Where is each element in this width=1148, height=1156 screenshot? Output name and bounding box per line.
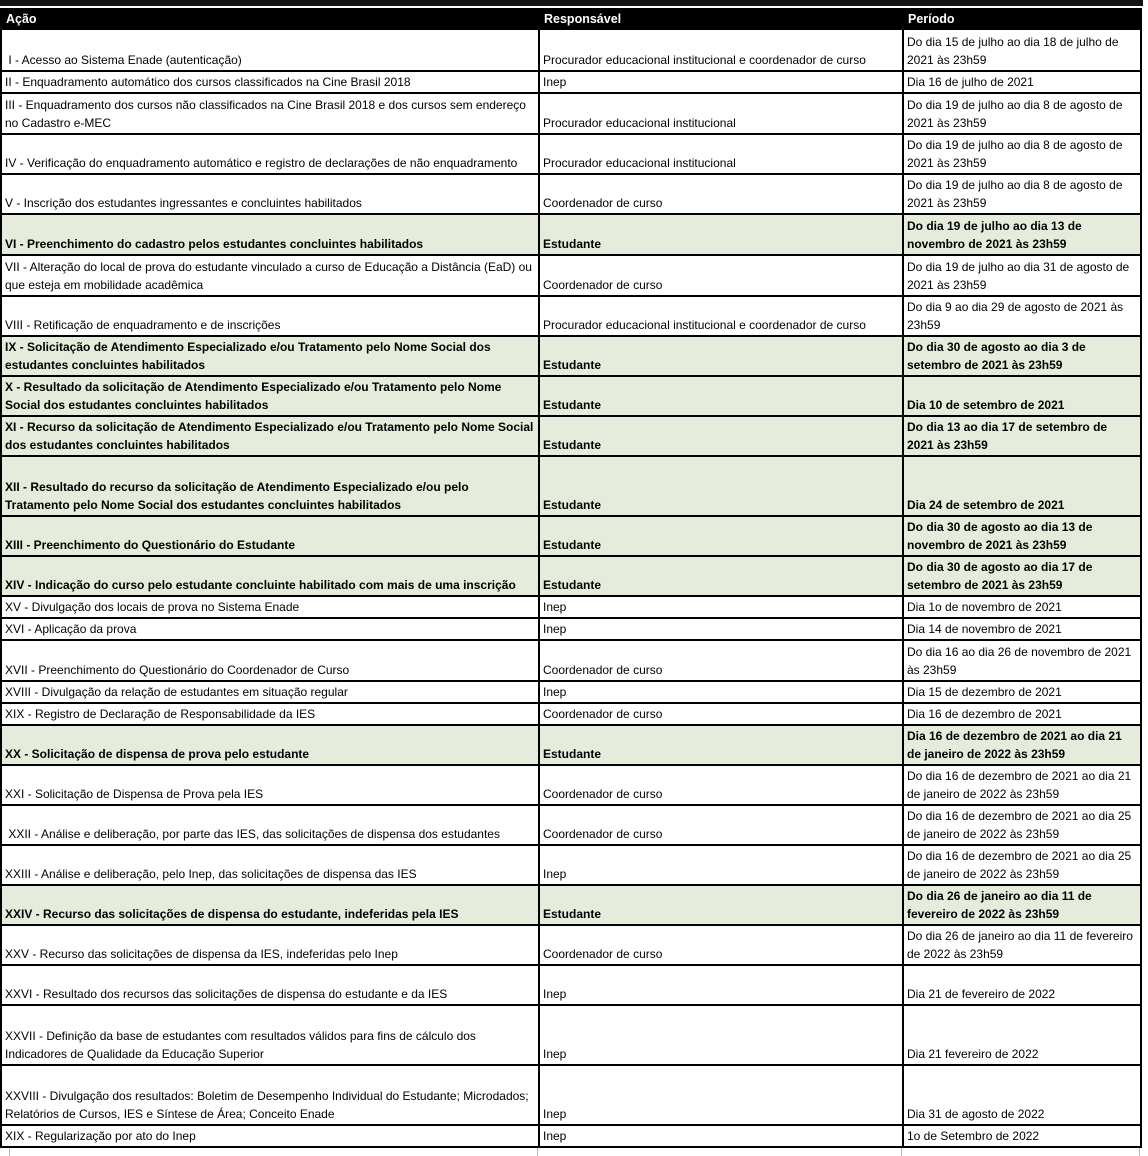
acao-cell: XI - Recurso da solicitação de Atendimento Especializado e/ou Tratamento pelo Nome Social dos estudantes concluintes habilitados bbox=[1, 416, 539, 456]
periodo-cell: Do dia 19 de julho ao dia 8 de agosto de 2021 às 23h59 bbox=[903, 174, 1141, 214]
enade-schedule-table bbox=[0, 8, 1142, 1148]
acao-cell: XXII - Análise e deliberação, por parte das IES, das solicitações de dispensa dos estudantes bbox=[1, 805, 539, 845]
responsavel-cell: Inep bbox=[539, 1005, 903, 1065]
responsavel-cell: Estudante bbox=[539, 416, 903, 456]
periodo-cell: Do dia 9 ao dia 29 de agosto de 2021 às 23h59 bbox=[903, 296, 1141, 336]
responsavel-cell: Estudante bbox=[539, 556, 903, 596]
acao-cell: XXVIII - Divulgação dos resultados: Boletim de Desempenho Individual do Estudante; Microdados; Relatórios de Cursos, IES e Síntese de Área; Conceito Enade bbox=[1, 1065, 539, 1125]
gridline bbox=[1139, 1148, 1140, 1156]
responsavel-cell: Inep bbox=[539, 618, 903, 640]
acao-cell: XVIII - Divulgação da relação de estudantes em situação regular bbox=[1, 681, 539, 703]
acao-cell: XIX - Registro de Declaração de Responsabilidade da IES bbox=[1, 703, 539, 725]
acao-cell: XXVII - Definição da base de estudantes com resultados válidos para fins de cálculo dos Indicadores de Qualidade da Educação Superior bbox=[1, 1005, 539, 1065]
acao-cell: IV - Verificação do enquadramento automático e registro de declarações de não enquadramento bbox=[1, 134, 539, 174]
acao-cell: XIV - Indicação do curso pelo estudante concluinte habilitado com mais de uma inscrição bbox=[1, 556, 539, 596]
table-row bbox=[1, 214, 1141, 255]
column-header-periodo: Período bbox=[903, 9, 1141, 29]
acao-cell: II - Enquadramento automático dos cursos classificados na Cine Brasil 2018 bbox=[1, 71, 539, 93]
responsavel-cell: Coordenador de curso bbox=[539, 640, 903, 681]
periodo-cell: Do dia 30 de agosto ao dia 17 de setembro de 2021 às 23h59 bbox=[903, 556, 1141, 596]
acao-cell: XXIII - Análise e deliberação, pelo Inep, das solicitações de dispensa das IES bbox=[1, 845, 539, 885]
periodo-cell: Dia 14 de novembro de 2021 bbox=[903, 618, 1141, 640]
responsavel-cell: Inep bbox=[539, 1125, 903, 1147]
gridline bbox=[9, 1148, 10, 1156]
acao-cell: V - Inscrição dos estudantes ingressantes e concluintes habilitados bbox=[1, 174, 539, 214]
table-body bbox=[1, 29, 1141, 1147]
responsavel-cell: Inep bbox=[539, 71, 903, 93]
responsavel-cell: Estudante bbox=[539, 336, 903, 376]
table-row bbox=[1, 174, 1141, 214]
header-row bbox=[1, 9, 1141, 29]
responsavel-cell: Coordenador de curso bbox=[539, 255, 903, 296]
acao-cell: XV - Divulgação dos locais de prova no Sistema Enade bbox=[1, 596, 539, 618]
acao-cell: VI - Preenchimento do cadastro pelos estudantes concluintes habilitados bbox=[1, 214, 539, 255]
table-row bbox=[1, 596, 1141, 618]
periodo-cell: Do dia 26 de janeiro ao dia 11 de fevereiro de 2022 às 23h59 bbox=[903, 925, 1141, 965]
acao-cell: XVII - Preenchimento do Questionário do Coordenador de Curso bbox=[1, 640, 539, 681]
table-row bbox=[1, 516, 1141, 556]
column-header-acao: Ação bbox=[1, 9, 539, 29]
table-row bbox=[1, 336, 1141, 376]
responsavel-cell: Coordenador de curso bbox=[539, 174, 903, 214]
gridline bbox=[901, 1148, 902, 1156]
periodo-cell: Do dia 30 de agosto ao dia 3 de setembro de 2021 às 23h59 bbox=[903, 336, 1141, 376]
table-row bbox=[1, 71, 1141, 93]
periodo-cell: Dia 16 de dezembro de 2021 bbox=[903, 703, 1141, 725]
acao-cell: XII - Resultado do recurso da solicitação de Atendimento Especializado e/ou pelo Tratamento pelo Nome Social dos estudantes concluintes habilitados bbox=[1, 456, 539, 516]
periodo-cell: Do dia 26 de janeiro ao dia 11 de fevereiro de 2022 às 23h59 bbox=[903, 885, 1141, 925]
acao-cell: XIII - Preenchimento do Questionário do Estudante bbox=[1, 516, 539, 556]
table-row bbox=[1, 376, 1141, 416]
periodo-cell: Dia 24 de setembro de 2021 bbox=[903, 456, 1141, 516]
responsavel-cell: Inep bbox=[539, 681, 903, 703]
periodo-cell: Dia 21 de fevereiro de 2022 bbox=[903, 965, 1141, 1005]
periodo-cell: Do dia 15 de julho ao dia 18 de julho de 2021 às 23h59 bbox=[903, 29, 1141, 71]
acao-cell: III - Enquadramento dos cursos não classificados na Cine Brasil 2018 e dos cursos sem endereço no Cadastro e-MEC bbox=[1, 93, 539, 134]
responsavel-cell: Inep bbox=[539, 596, 903, 618]
periodo-cell: Dia 15 de dezembro de 2021 bbox=[903, 681, 1141, 703]
responsavel-cell: Coordenador de curso bbox=[539, 765, 903, 805]
responsavel-cell: Inep bbox=[539, 845, 903, 885]
table-row bbox=[1, 416, 1141, 456]
periodo-cell: Do dia 16 ao dia 26 de novembro de 2021 às 23h59 bbox=[903, 640, 1141, 681]
responsavel-cell: Estudante bbox=[539, 516, 903, 556]
table-row bbox=[1, 805, 1141, 845]
acao-cell: VII - Alteração do local de prova do estudante vinculado a curso de Educação a Distância (EaD) ou que esteja em mobilidade acadêmica bbox=[1, 255, 539, 296]
periodo-cell: Do dia 16 de dezembro de 2021 ao dia 21 de janeiro de 2022 às 23h59 bbox=[903, 765, 1141, 805]
acao-cell: XXVI - Resultado dos recursos das solicitações de dispensa do estudante e da IES bbox=[1, 965, 539, 1005]
acao-cell: IX - Solicitação de Atendimento Especializado e/ou Tratamento pelo Nome Social dos estudantes concluintes habilitados bbox=[1, 336, 539, 376]
table-row bbox=[1, 556, 1141, 596]
gridline bbox=[537, 1148, 538, 1156]
table-row bbox=[1, 703, 1141, 725]
acao-cell: XIX - Regularização por ato do Inep bbox=[1, 1125, 539, 1147]
periodo-cell: Do dia 13 ao dia 17 de setembro de 2021 às 23h59 bbox=[903, 416, 1141, 456]
periodo-cell: Dia 1o de novembro de 2021 bbox=[903, 596, 1141, 618]
acao-cell: X - Resultado da solicitação de Atendimento Especializado e/ou Tratamento pelo Nome Social dos estudantes concluintes habilitados bbox=[1, 376, 539, 416]
periodo-cell: Do dia 30 de agosto ao dia 13 de novembro de 2021 às 23h59 bbox=[903, 516, 1141, 556]
periodo-cell: Do dia 16 de dezembro de 2021 ao dia 25 de janeiro de 2022 às 23h59 bbox=[903, 845, 1141, 885]
table-row bbox=[1, 134, 1141, 174]
responsavel-cell: Inep bbox=[539, 965, 903, 1005]
table-row bbox=[1, 845, 1141, 885]
responsavel-cell: Estudante bbox=[539, 376, 903, 416]
acao-cell: XX - Solicitação de dispensa de prova pelo estudante bbox=[1, 725, 539, 765]
acao-cell: XXI - Solicitação de Dispensa de Prova pela IES bbox=[1, 765, 539, 805]
acao-cell: XXIV - Recurso das solicitações de dispensa do estudante, indeferidas pela IES bbox=[1, 885, 539, 925]
responsavel-cell: Procurador educacional institucional bbox=[539, 93, 903, 134]
table-row bbox=[1, 965, 1141, 1005]
table-row bbox=[1, 885, 1141, 925]
responsavel-cell: Procurador educacional institucional e coordenador de curso bbox=[539, 296, 903, 336]
responsavel-cell: Procurador educacional institucional bbox=[539, 134, 903, 174]
top-edge-strip bbox=[0, 0, 1143, 6]
table-row bbox=[1, 296, 1141, 336]
responsavel-cell: Estudante bbox=[539, 456, 903, 516]
responsavel-cell: Coordenador de curso bbox=[539, 805, 903, 845]
responsavel-cell: Coordenador de curso bbox=[539, 703, 903, 725]
acao-cell: I - Acesso ao Sistema Enade (autenticação) bbox=[1, 29, 539, 71]
periodo-cell: Do dia 19 de julho ao dia 8 de agosto de 2021 às 23h59 bbox=[903, 134, 1141, 174]
periodo-cell: Do dia 19 de julho ao dia 8 de agosto de 2021 às 23h59 bbox=[903, 93, 1141, 134]
table-row bbox=[1, 93, 1141, 134]
table-row bbox=[1, 1005, 1141, 1065]
periodo-cell: Dia 10 de setembro de 2021 bbox=[903, 376, 1141, 416]
periodo-cell: Dia 21 fevereiro de 2022 bbox=[903, 1005, 1141, 1065]
acao-cell: XXV - Recurso das solicitações de dispensa da IES, indeferidas pelo Inep bbox=[1, 925, 539, 965]
table-row bbox=[1, 681, 1141, 703]
periodo-cell: Dia 16 de dezembro de 2021 ao dia 21 de janeiro de 2022 às 23h59 bbox=[903, 725, 1141, 765]
table-row bbox=[1, 765, 1141, 805]
periodo-cell: Dia 31 de agosto de 2022 bbox=[903, 1065, 1141, 1125]
responsavel-cell: Inep bbox=[539, 1065, 903, 1125]
bottom-gridline-strip bbox=[0, 1148, 1148, 1156]
acao-cell: VIII - Retificação de enquadramento e de inscrições bbox=[1, 296, 539, 336]
table-row bbox=[1, 1065, 1141, 1125]
table-row bbox=[1, 255, 1141, 296]
periodo-cell: Do dia 19 de julho ao dia 13 de novembro de 2021 às 23h59 bbox=[903, 214, 1141, 255]
table-row bbox=[1, 456, 1141, 516]
responsavel-cell: Estudante bbox=[539, 214, 903, 255]
periodo-cell: 1o de Setembro de 2022 bbox=[903, 1125, 1141, 1147]
responsavel-cell: Procurador educacional institucional e coordenador de curso bbox=[539, 29, 903, 71]
table-row bbox=[1, 925, 1141, 965]
table-row bbox=[1, 1125, 1141, 1147]
column-header-responsavel: Responsável bbox=[539, 9, 903, 29]
table-row bbox=[1, 618, 1141, 640]
responsavel-cell: Estudante bbox=[539, 885, 903, 925]
responsavel-cell: Coordenador de curso bbox=[539, 925, 903, 965]
table-row bbox=[1, 29, 1141, 71]
table-row bbox=[1, 640, 1141, 681]
table-row bbox=[1, 725, 1141, 765]
acao-cell: XVI - Aplicação da prova bbox=[1, 618, 539, 640]
periodo-cell: Do dia 19 de julho ao dia 31 de agosto de 2021 às 23h59 bbox=[903, 255, 1141, 296]
periodo-cell: Dia 16 de julho de 2021 bbox=[903, 71, 1141, 93]
periodo-cell: Do dia 16 de dezembro de 2021 ao dia 25 de janeiro de 2022 às 23h59 bbox=[903, 805, 1141, 845]
responsavel-cell: Estudante bbox=[539, 725, 903, 765]
